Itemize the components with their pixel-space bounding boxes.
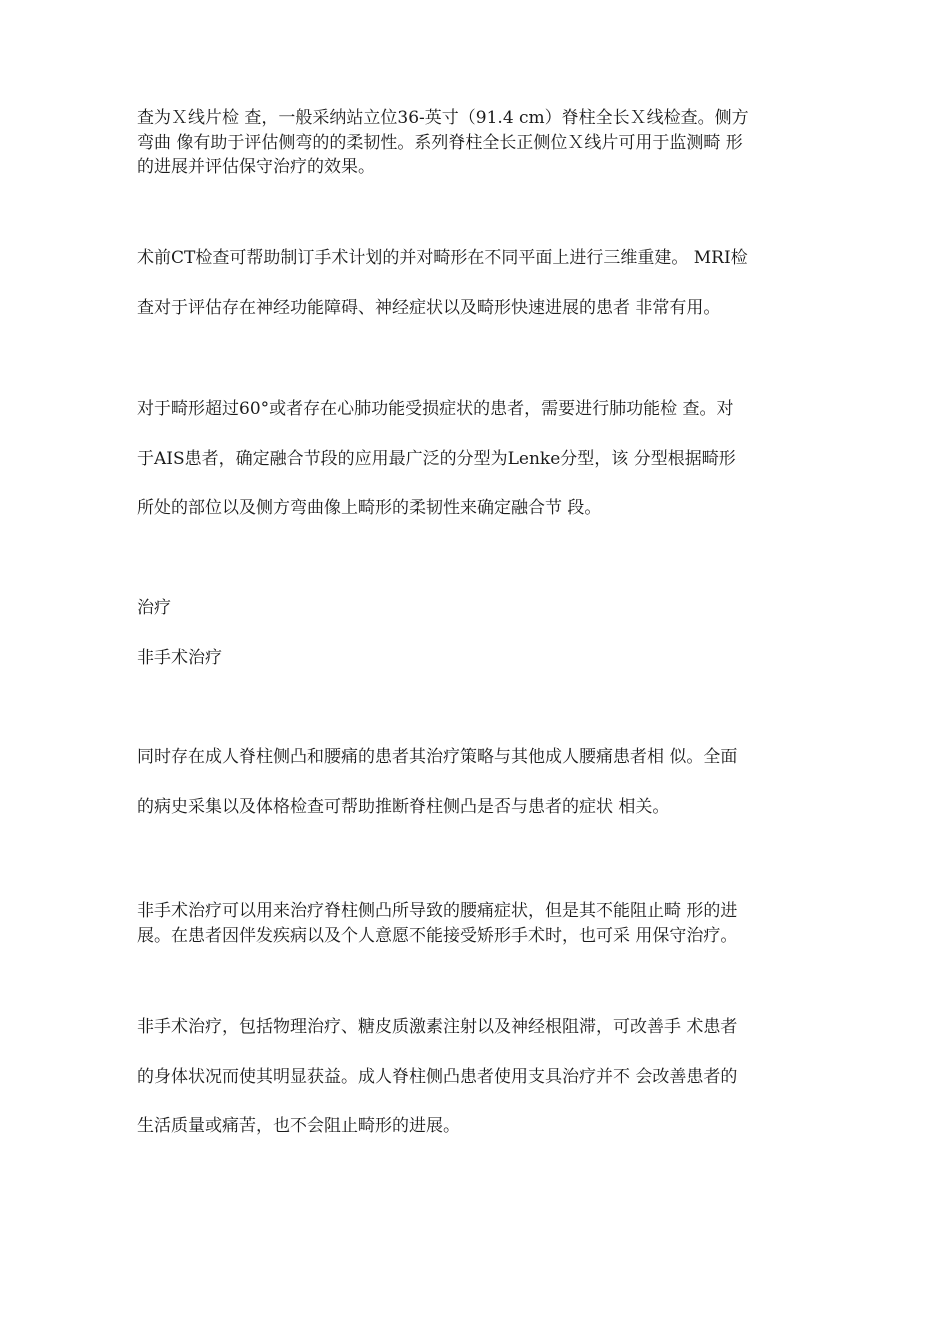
text-line: 展。在患者因伴发疾病以及个人意愿不能接受矫形手术时，也可采 用保守治疗。 bbox=[137, 926, 738, 946]
text-line: 术前CT检查可帮助制订手术计划的并对畸形在不同平面上进行三维重建。 MRI检 bbox=[137, 248, 748, 268]
text-line: 的身体状况而使其明显获益。成人脊柱侧凸患者使用支具治疗并不 会改善患者的 bbox=[137, 1067, 738, 1087]
heading-nonsurgical: 非手术治疗 bbox=[137, 648, 222, 668]
text-line: 的进展并评估保守治疗的效果。 bbox=[137, 157, 375, 177]
text-line: 非手术治疗，包括物理治疗、糖皮质激素注射以及神经根阻滞，可改善手 术患者 bbox=[137, 1017, 738, 1037]
text-line: 的病史采集以及体格检查可帮助推断脊柱侧凸是否与患者的症状 相关。 bbox=[137, 797, 670, 817]
text-line: 查对于评估存在神经功能障碍、神经症状以及畸形快速进展的患者 非常有用。 bbox=[137, 298, 721, 318]
text-line: 于AIS患者，确定融合节段的应用最广泛的分型为Lenke分型，该 分型根据畸形 bbox=[137, 449, 736, 469]
text-line: 非手术治疗可以用来治疗脊柱侧凸所导致的腰痛症状，但是其不能阻止畸 形的进 bbox=[137, 901, 738, 921]
text-line: 对于畸形超过60°或者存在心肺功能受损症状的患者，需要进行肺功能检 查。对 bbox=[137, 399, 734, 419]
text-line: 同时存在成人脊柱侧凸和腰痛的患者其治疗策略与其他成人腰痛患者相 似。全面 bbox=[137, 747, 738, 767]
text-line: 所处的部位以及侧方弯曲像上畸形的柔韧性来确定融合节 段。 bbox=[137, 498, 602, 518]
heading-treatment: 治疗 bbox=[137, 598, 171, 618]
text-line: 查为Ｘ线片检 查，一般采纳站立位36-英寸（91.4 cm）脊柱全长Ｘ线检查。侧方 bbox=[137, 108, 749, 128]
text-line: 弯曲 像有助于评估侧弯的的柔韧性。系列脊柱全长正侧位Ｘ线片可用于监测畸 形 bbox=[137, 133, 743, 153]
text-line: 生活质量或痛苦，也不会阻止畸形的进展。 bbox=[137, 1116, 460, 1136]
